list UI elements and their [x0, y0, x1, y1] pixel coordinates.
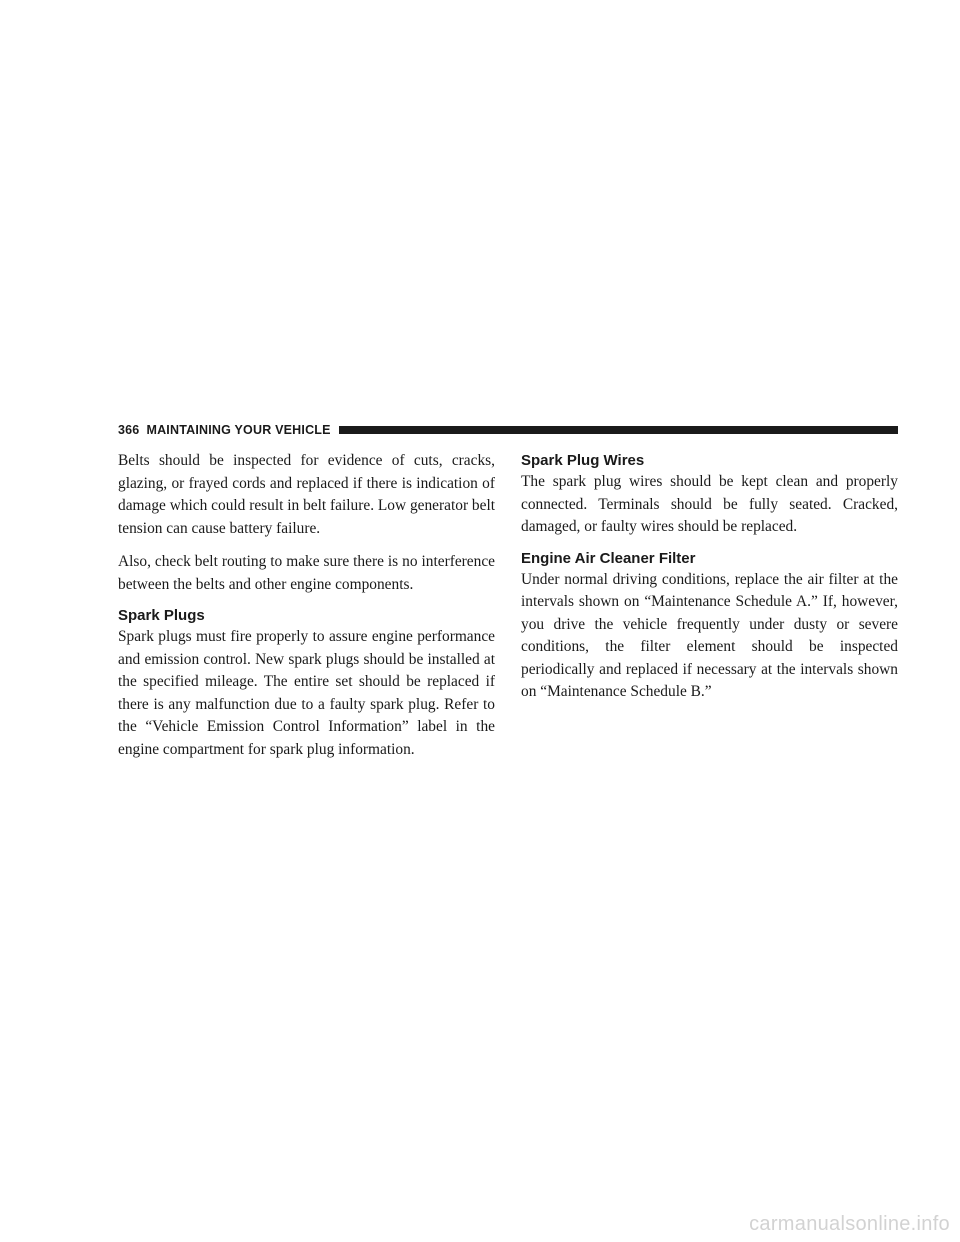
- watermark: carmanualsonline.info: [749, 1213, 950, 1235]
- spark-plugs-paragraph: Spark plugs must fire properly to assure engine performance and emission control. New spark plugs should be installed at the specified mileage. The entire set should be replaced if there is any malfunction due to a faulty spark plug. Refer to the “Vehicle Emission Control Information” label in the engine compartment for spark plug information.: [118, 628, 495, 758]
- spark-plug-wires-heading: Spark Plug Wires: [521, 452, 645, 469]
- section-title: MAINTAINING YOUR VEHICLE: [146, 423, 331, 437]
- right-column: [521, 450, 898, 715]
- left-column: [118, 450, 495, 772]
- page-number: 366: [118, 423, 140, 437]
- belts-inspection-paragraph: Belts should be inspected for evidence of cuts, cracks, glazing, or frayed cords and replaced if there is indication of damage which could result in belt failure. Low generator belt tension can cause battery failure.: [118, 452, 495, 537]
- page-header: [118, 421, 898, 439]
- air-cleaner-filter-heading: Engine Air Cleaner Filter: [521, 549, 696, 567]
- belt-routing-paragraph: Also, check belt routing to make sure there is no interference between the belts and other engine components.: [118, 553, 495, 593]
- air-cleaner-filter-paragraph: Under normal driving conditions, replace the air filter at the intervals shown on “Maintenance Schedule A.” If, however, you drive the vehicle frequently under dusty or severe conditions, the filter element should be inspected periodically and replaced if necessary at the intervals shown on “Maintenance Schedule B.”: [521, 570, 898, 700]
- header-rule: [339, 426, 898, 434]
- spark-plug-wires-paragraph: The spark plug wires should be kept clean and properly connected. Terminals should be fully seated. Cracked, damaged, or faulty wires should be replaced.: [521, 473, 898, 535]
- spark-plugs-heading: Spark Plugs: [118, 607, 205, 624]
